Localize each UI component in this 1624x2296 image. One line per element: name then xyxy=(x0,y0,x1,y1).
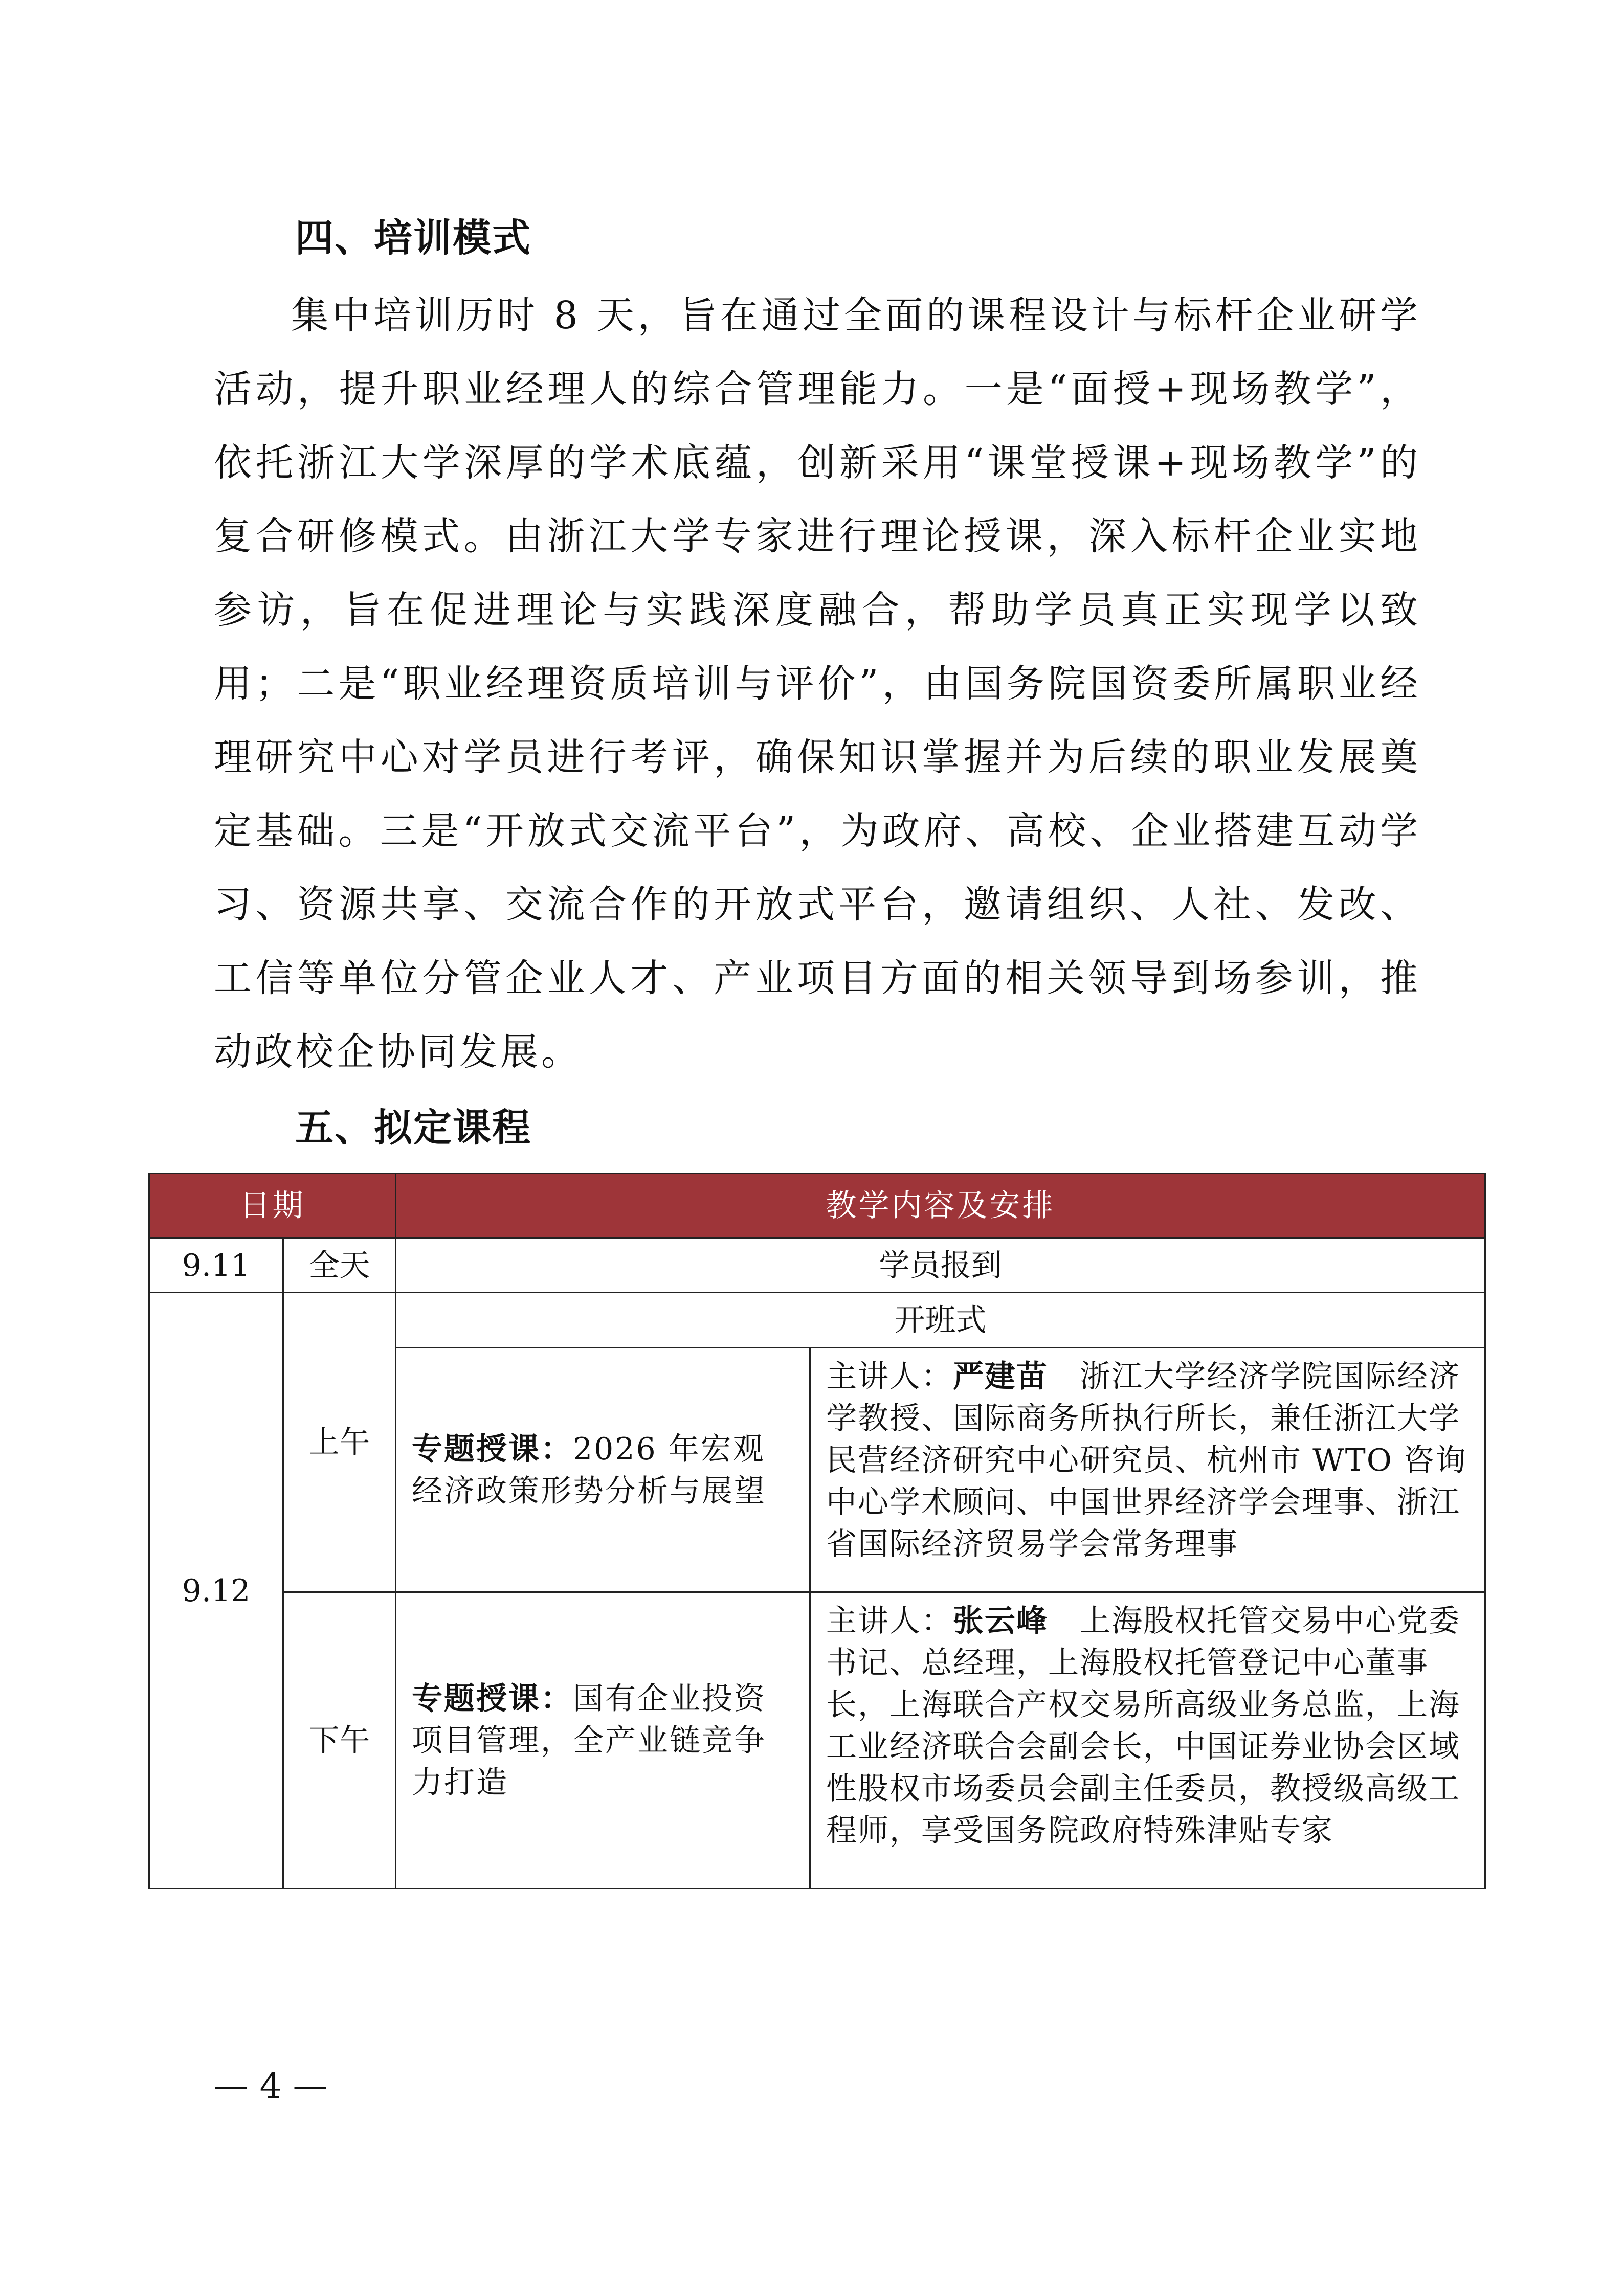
speaker-cell xyxy=(810,1592,1485,1889)
topic-cell xyxy=(396,1348,810,1592)
table-row xyxy=(149,1592,1485,1889)
section-4-body xyxy=(214,279,1421,1089)
header-content: 教学内容及安排 xyxy=(396,1174,1485,1239)
section-5-heading: 五、拟定课程 xyxy=(295,1105,532,1150)
speaker-label: 主讲人： xyxy=(826,1603,953,1639)
topic-cell xyxy=(396,1592,810,1889)
opening-ceremony-cell: 开班式 xyxy=(396,1293,1485,1348)
table-row xyxy=(149,1239,1485,1293)
section-4-paragraph: 集中培训历时 8 天，旨在通过全面的课程设计与标杆企业研学活动，提升职业经理人的综合管理能力。一是“面授+现场教学”，依托浙江大学深厚的学术底蕴，创新采用“课堂授课+现场教学”的复合研修模式。由浙江大学专家进行理论授课，深入标杆企业实地参访，旨在促进理论与实践深度融合，帮助学员真正实现学以致用；二是“职业经理资质培训与评价”，由国务院国资委所属职业经理研究中心对学员进行考评，确保知识掌握并为后续的职业发展奠定基础。三是“开放式交流平台”，为政府、高校、企业搭建互动学习、资源共享、交流合作的开放式平台，邀请组织、人社、发改、工信等单位分管企业人才、产业项目方面的相关领导到场参训，推动政校企协同发展。 xyxy=(214,294,1421,1074)
speaker-cell xyxy=(810,1348,1485,1592)
period-cell: 上午 xyxy=(283,1293,396,1592)
date-cell: 9.12 xyxy=(149,1293,283,1889)
speaker-name: 张云峰 xyxy=(953,1603,1048,1639)
topic-label: 专题授课： xyxy=(412,1431,573,1467)
page-number: — 4 — xyxy=(214,2066,328,2106)
speaker-label: 主讲人： xyxy=(826,1359,953,1394)
speaker-bio: 上海股权托管交易中心党委书记、总经理，上海股权托管登记中心董事长，上海联合产权交易所高级业务总监，上海工业经济联合会副会长，中国证券业协会区域性股权市场委员会副主任委员，教授级高级工程师，享受国务院政府特殊津贴专家 xyxy=(826,1603,1460,1849)
header-date: 日期 xyxy=(149,1174,396,1239)
topic-text: 2026 年宏观经济政策形势分析与展望 xyxy=(412,1431,766,1509)
period-cell: 下午 xyxy=(283,1592,396,1889)
topic-text: 国有企业投资项目管理，全产业链竞争力打造 xyxy=(412,1680,766,1800)
course-schedule-table xyxy=(148,1173,1486,1889)
section-4-heading: 四、培训模式 xyxy=(295,215,532,260)
topic-label: 专题授课： xyxy=(412,1680,573,1717)
speaker-bio: 浙江大学经济学院国际经济学教授、国际商务所执行所长，兼任浙江大学民营经济研究中心研究员、杭州市 WTO 咨询中心学术顾问、中国世界经济学会理事、浙江省国际经济贸易学会常务理事 xyxy=(826,1359,1467,1562)
table-row xyxy=(149,1293,1485,1348)
period-cell: 全天 xyxy=(283,1239,396,1293)
speaker-name: 严建苗 xyxy=(953,1359,1048,1394)
date-cell: 9.11 xyxy=(149,1239,283,1293)
content-cell: 学员报到 xyxy=(396,1239,1485,1293)
table-header-row xyxy=(149,1174,1485,1239)
